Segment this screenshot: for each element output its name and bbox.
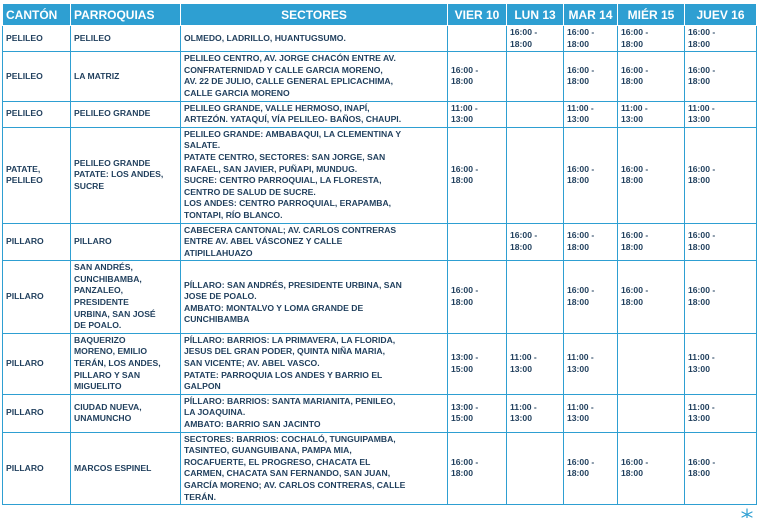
cell-line: MIGUELITO bbox=[74, 381, 122, 392]
cell-line: PILLARO bbox=[6, 358, 44, 369]
header-canton: CANTÓN bbox=[3, 4, 71, 26]
cell-line: SECTORES: BARRIOS: COCHALÓ, TUNGUIPAMBA, bbox=[184, 433, 396, 444]
day-5-cell bbox=[685, 26, 757, 52]
canton-cell bbox=[3, 52, 71, 101]
parroquias-cell bbox=[71, 394, 181, 432]
cell-line: 13:00 bbox=[451, 114, 473, 125]
cell-line: 16:00 - bbox=[621, 456, 649, 467]
day-4-cell bbox=[618, 26, 685, 52]
parroquias-cell bbox=[71, 26, 181, 52]
cell-line: PATATE: PARROQUIA LOS ANDES Y BARRIO EL bbox=[184, 369, 383, 380]
cell-line: JESUS DEL GRAN PODER, QUINTA NIÑA MARIA, bbox=[184, 346, 386, 357]
cell-line: PÍLLARO: BARRIOS: LA PRIMAVERA, LA FLORIDA, bbox=[184, 334, 396, 345]
cell-line: 16:00 - bbox=[451, 456, 479, 467]
cell-line: LA JOAQUINA. bbox=[184, 407, 246, 418]
cell-line: OLMEDO, LADRILLO, HUANTUGSUMO. bbox=[184, 32, 346, 43]
cell-line: 18:00 bbox=[510, 38, 532, 49]
cell-line: BAQUERIZO bbox=[74, 334, 126, 345]
day-1-cell bbox=[448, 26, 507, 52]
day-5-cell bbox=[685, 101, 757, 127]
cell-line: PELILEO bbox=[6, 32, 43, 43]
header-parroquias: PARROQUIAS bbox=[71, 4, 181, 26]
day-5-cell bbox=[685, 127, 757, 223]
cell-line: JOSE DE POALO. bbox=[184, 291, 257, 302]
sectores-cell bbox=[181, 127, 448, 223]
table-row bbox=[3, 101, 757, 127]
cell-line: AMBATO: BARRIO SAN JACINTO bbox=[184, 419, 321, 429]
parroquias-cell bbox=[71, 127, 181, 223]
day-1-cell bbox=[448, 333, 507, 394]
canton-cell bbox=[3, 394, 71, 432]
table-row bbox=[3, 52, 757, 101]
cell-line: 13:00 bbox=[510, 363, 532, 374]
cell-line: 13:00 bbox=[688, 363, 710, 374]
cell-line: 16:00 - bbox=[688, 163, 716, 174]
day-2-cell bbox=[507, 432, 564, 505]
day-3-cell bbox=[564, 333, 618, 394]
cell-line: PELILEO GRANDE bbox=[74, 108, 151, 119]
cell-line: TERÁN, LOS ANDES, bbox=[74, 358, 161, 369]
day-4-cell bbox=[618, 223, 685, 261]
cell-line: 16:00 - bbox=[621, 27, 649, 37]
day-2-cell bbox=[507, 333, 564, 394]
cell-line: TONTAPI, RÍO BLANCO. bbox=[184, 209, 283, 220]
day-3-cell bbox=[564, 26, 618, 52]
cell-line: 18:00 bbox=[567, 297, 589, 308]
day-5-cell bbox=[685, 261, 757, 334]
cell-line: PELILEO bbox=[74, 32, 111, 43]
cell-line: 13:00 - bbox=[451, 352, 479, 363]
cell-line: 18:00 bbox=[451, 297, 473, 308]
cell-line: PELILEO bbox=[6, 70, 43, 81]
cell-line: PELILEO GRANDE, VALLE HERMOSO, INAPÍ, bbox=[184, 102, 370, 113]
header-sectores: SECTORES bbox=[181, 4, 448, 26]
cell-line: 16:00 - bbox=[621, 285, 649, 296]
cell-line: 13:00 bbox=[567, 363, 589, 374]
header-day-5: JUEV 16 bbox=[685, 4, 757, 26]
cell-line: PÍLLARO: SAN ANDRÉS, PRESIDENTE URBINA, SAN bbox=[184, 279, 402, 290]
cell-line: AV. 22 DE JULIO, CALLE GENERAL EPLICACHIMA, bbox=[184, 76, 393, 87]
canton-cell bbox=[3, 101, 71, 127]
canton-cell bbox=[3, 127, 71, 223]
table-row bbox=[3, 223, 757, 261]
cell-line: 16:00 - bbox=[688, 285, 716, 296]
schedule-table bbox=[2, 3, 757, 505]
cell-line: SAN VICENTE; AV. ABEL VASCO. bbox=[184, 358, 320, 369]
day-4-cell bbox=[618, 394, 685, 432]
day-2-cell bbox=[507, 127, 564, 223]
cell-line: CALLE GARCIA MORENO bbox=[184, 87, 290, 98]
cell-line: 18:00 bbox=[567, 468, 589, 479]
cell-line: PILLARO bbox=[6, 462, 44, 473]
cell-line: 16:00 - bbox=[451, 163, 479, 174]
day-3-cell bbox=[564, 101, 618, 127]
cell-line: CARMEN, CHACATA SAN FERNANDO, SAN JUAN, bbox=[184, 468, 391, 479]
cell-line: ATIPILLAHUAZO bbox=[184, 247, 253, 258]
table-row bbox=[3, 394, 757, 432]
table-row bbox=[3, 26, 757, 52]
cell-line: PRESIDENTE bbox=[74, 297, 129, 308]
cell-line: 11:00 - bbox=[688, 401, 715, 412]
cell-line: 16:00 - bbox=[567, 456, 595, 467]
sectores-cell bbox=[181, 101, 448, 127]
cell-line: PÍLLARO: BARRIOS: SANTA MARIANITA, PENILEO, bbox=[184, 395, 396, 406]
cell-line: ENTRE AV. ABEL VÁSCONEZ Y CALLE bbox=[184, 236, 343, 247]
cell-line: GARCÍA MORENO; AV. CARLOS CONTRERAS, CALLE bbox=[184, 479, 406, 490]
cell-line: 13:00 bbox=[567, 413, 589, 424]
cell-line: 13:00 - bbox=[451, 401, 479, 412]
cell-line: PATATE CENTRO, SECTORES: SAN JORGE, SAN bbox=[184, 151, 386, 162]
sectores-cell bbox=[181, 223, 448, 261]
day-5-cell bbox=[685, 333, 757, 394]
cell-line: CUNCHIBAMBA, bbox=[74, 273, 142, 284]
sectores-cell bbox=[181, 432, 448, 505]
cell-line: PELILEO bbox=[6, 175, 43, 186]
table-row bbox=[3, 333, 757, 394]
cell-line: MORENO, EMILIO bbox=[74, 346, 148, 357]
cell-line: 16:00 - bbox=[688, 456, 716, 467]
day-5-cell bbox=[685, 52, 757, 101]
header-day-3: MAR 14 bbox=[564, 4, 618, 26]
cell-line: CIUDAD NUEVA, bbox=[74, 401, 142, 412]
cell-line: 16:00 - bbox=[688, 64, 716, 75]
parroquias-cell bbox=[71, 101, 181, 127]
cell-line: UNAMUNCHO bbox=[74, 413, 132, 424]
cell-line: MARCOS ESPINEL bbox=[74, 462, 152, 473]
cell-line: 16:00 - bbox=[510, 27, 538, 37]
day-1-cell bbox=[448, 432, 507, 505]
cell-line: 11:00 - bbox=[688, 102, 715, 113]
cell-line: PILLARO bbox=[6, 291, 44, 302]
cell-line: 11:00 - bbox=[510, 352, 537, 363]
cell-line: CONFRATERNIDAD Y CALLE GARCIA MORENO, bbox=[184, 64, 383, 75]
day-2-cell bbox=[507, 394, 564, 432]
cell-line: 18:00 bbox=[688, 76, 710, 87]
canton-cell bbox=[3, 26, 71, 52]
cell-line: 16:00 - bbox=[621, 163, 649, 174]
day-2-cell bbox=[507, 261, 564, 334]
cell-line: PILLARO bbox=[6, 236, 44, 247]
cell-line: 16:00 - bbox=[567, 285, 595, 296]
cell-line: 18:00 bbox=[688, 468, 710, 479]
cell-line: 11:00 - bbox=[621, 102, 648, 113]
cell-line: ROCAFUERTE, EL PROGRESO, CHACATA EL bbox=[184, 456, 371, 467]
cell-line: 16:00 - bbox=[451, 64, 479, 75]
cell-line: 16:00 - bbox=[688, 230, 716, 241]
cell-line: 18:00 bbox=[567, 38, 589, 49]
day-1-cell bbox=[448, 223, 507, 261]
cell-line: 18:00 bbox=[510, 241, 532, 252]
day-4-cell bbox=[618, 127, 685, 223]
cell-line: 11:00 - bbox=[567, 352, 594, 363]
cell-line: 18:00 bbox=[567, 76, 589, 87]
cell-line: 16:00 - bbox=[567, 64, 595, 75]
cell-line: CABECERA CANTONAL; AV. CARLOS CONTRERAS bbox=[184, 224, 397, 235]
header-day-1: VIER 10 bbox=[448, 4, 507, 26]
cell-line: PELILEO GRANDE bbox=[74, 157, 151, 168]
parroquias-cell bbox=[71, 261, 181, 334]
day-3-cell bbox=[564, 394, 618, 432]
day-5-cell bbox=[685, 432, 757, 505]
cell-line: 13:00 bbox=[688, 413, 710, 424]
day-3-cell bbox=[564, 52, 618, 101]
cell-line: 18:00 bbox=[451, 175, 473, 186]
day-3-cell bbox=[564, 127, 618, 223]
cell-line: 18:00 bbox=[688, 297, 710, 308]
day-1-cell bbox=[448, 52, 507, 101]
cell-line: 11:00 - bbox=[451, 102, 478, 113]
cell-line: 16:00 - bbox=[688, 27, 716, 37]
parroquias-cell bbox=[71, 223, 181, 261]
header-day-4: MIÉR 15 bbox=[618, 4, 685, 26]
cell-line: 16:00 - bbox=[510, 230, 538, 241]
table-row bbox=[3, 261, 757, 334]
day-3-cell bbox=[564, 432, 618, 505]
cell-line: 18:00 bbox=[688, 38, 710, 49]
cell-line: 18:00 bbox=[621, 38, 643, 49]
day-3-cell bbox=[564, 261, 618, 334]
cell-line: 18:00 bbox=[688, 175, 710, 186]
cell-line: PELILEO bbox=[6, 108, 43, 119]
cell-line: TASINTEO, GUANGUIBANA, PAMPA MIA, bbox=[184, 445, 352, 456]
cell-line: URBINA, SAN JOSÉ bbox=[74, 308, 156, 319]
cell-line: 18:00 bbox=[567, 241, 589, 252]
cell-line: ARTEZÓN. YATAQUÍ, VÍA PELILEO- BAÑOS, CHAUPI. bbox=[184, 114, 402, 125]
cell-line: SAN ANDRÉS, bbox=[74, 262, 133, 273]
snowflake-logo-icon bbox=[739, 508, 755, 518]
cell-line: 15:00 bbox=[451, 363, 473, 374]
canton-cell bbox=[3, 223, 71, 261]
cell-line: AMBATO: MONTALVO Y LOMA GRANDE DE bbox=[184, 302, 364, 313]
day-4-cell bbox=[618, 261, 685, 334]
canton-cell bbox=[3, 261, 71, 334]
parroquias-cell bbox=[71, 52, 181, 101]
cell-line: 18:00 bbox=[621, 468, 643, 479]
table-row bbox=[3, 127, 757, 223]
cell-line: LA MATRIZ bbox=[74, 70, 120, 81]
canton-cell bbox=[3, 432, 71, 505]
cell-line: 18:00 bbox=[567, 175, 589, 186]
day-1-cell bbox=[448, 394, 507, 432]
day-2-cell bbox=[507, 52, 564, 101]
day-1-cell bbox=[448, 261, 507, 334]
cell-line: 11:00 - bbox=[567, 401, 594, 412]
sectores-cell bbox=[181, 52, 448, 101]
cell-line: SALATE. bbox=[184, 140, 221, 151]
cell-line: SUCRE bbox=[74, 180, 105, 191]
day-2-cell bbox=[507, 101, 564, 127]
parroquias-cell bbox=[71, 333, 181, 394]
canton-cell bbox=[3, 333, 71, 394]
cell-line: 18:00 bbox=[621, 297, 643, 308]
cell-line: PATATE, bbox=[6, 163, 41, 174]
day-2-cell bbox=[507, 223, 564, 261]
table-row bbox=[3, 432, 757, 505]
cell-line: GALPON bbox=[184, 381, 221, 392]
cell-line: DE POALO. bbox=[74, 320, 122, 331]
cell-line: CUNCHIBAMBA bbox=[184, 314, 250, 325]
cell-line: 18:00 bbox=[621, 175, 643, 186]
day-5-cell bbox=[685, 394, 757, 432]
cell-line: LOS ANDES: CENTRO PARROQUIAL, ERAPAMBA, bbox=[184, 198, 392, 209]
header-day-2: LUN 13 bbox=[507, 4, 564, 26]
cell-line: 11:00 - bbox=[510, 401, 537, 412]
cell-line: 18:00 bbox=[688, 241, 710, 252]
cell-line: PANZALEO, bbox=[74, 285, 124, 296]
cell-line: PILLARO bbox=[74, 236, 112, 247]
cell-line: PILLARO bbox=[6, 407, 44, 418]
cell-line: 16:00 - bbox=[621, 230, 649, 241]
cell-line: 11:00 - bbox=[688, 352, 715, 363]
cell-line: 16:00 - bbox=[451, 285, 479, 296]
cell-line: 16:00 - bbox=[567, 163, 595, 174]
sectores-cell bbox=[181, 333, 448, 394]
cell-line: PATATE: LOS ANDES, bbox=[74, 169, 164, 180]
parroquias-cell bbox=[71, 432, 181, 505]
day-2-cell bbox=[507, 26, 564, 52]
cell-line: 13:00 bbox=[567, 114, 589, 125]
cell-line: 18:00 bbox=[621, 241, 643, 252]
cell-line: CENTRO DE SALUD DE SUCRE. bbox=[184, 186, 316, 197]
cell-line: RAFAEL, SAN JAVIER, PUÑAPI, MUNDUG. bbox=[184, 163, 358, 174]
cell-line: 16:00 - bbox=[621, 64, 649, 75]
day-4-cell bbox=[618, 333, 685, 394]
day-3-cell bbox=[564, 223, 618, 261]
sectores-cell bbox=[181, 26, 448, 52]
cell-line: PELILEO CENTRO, AV. JORGE CHACÓN ENTRE AV. bbox=[184, 53, 396, 64]
day-4-cell bbox=[618, 52, 685, 101]
cell-line: PILLARO Y SAN bbox=[74, 369, 141, 380]
cell-line: 13:00 bbox=[510, 413, 532, 424]
cell-line bbox=[184, 268, 444, 280]
schedule-body bbox=[3, 26, 757, 505]
cell-line: 11:00 - bbox=[567, 102, 594, 113]
day-1-cell bbox=[448, 101, 507, 127]
cell-line: 18:00 bbox=[451, 468, 473, 479]
cell-line: TERÁN. bbox=[184, 491, 216, 502]
cell-line: 15:00 bbox=[451, 413, 473, 424]
cell-line: 18:00 bbox=[621, 76, 643, 87]
cell-line: 16:00 - bbox=[567, 230, 595, 241]
cell-line: PELILEO GRANDE: AMBABAQUI, LA CLEMENTINA Y bbox=[184, 128, 402, 139]
cell-line: 18:00 bbox=[451, 76, 473, 87]
cell-line: 13:00 bbox=[688, 114, 710, 125]
day-1-cell bbox=[448, 127, 507, 223]
header-row bbox=[3, 4, 757, 26]
sectores-cell bbox=[181, 394, 448, 432]
day-4-cell bbox=[618, 432, 685, 505]
cell-line: SUCRE: CENTRO PARROQUIAL, LA FLORESTA, bbox=[184, 175, 382, 186]
day-5-cell bbox=[685, 223, 757, 261]
cell-line: 13:00 bbox=[621, 114, 643, 125]
sectores-cell bbox=[181, 261, 448, 334]
day-4-cell bbox=[618, 101, 685, 127]
cell-line: 16:00 - bbox=[567, 27, 595, 37]
